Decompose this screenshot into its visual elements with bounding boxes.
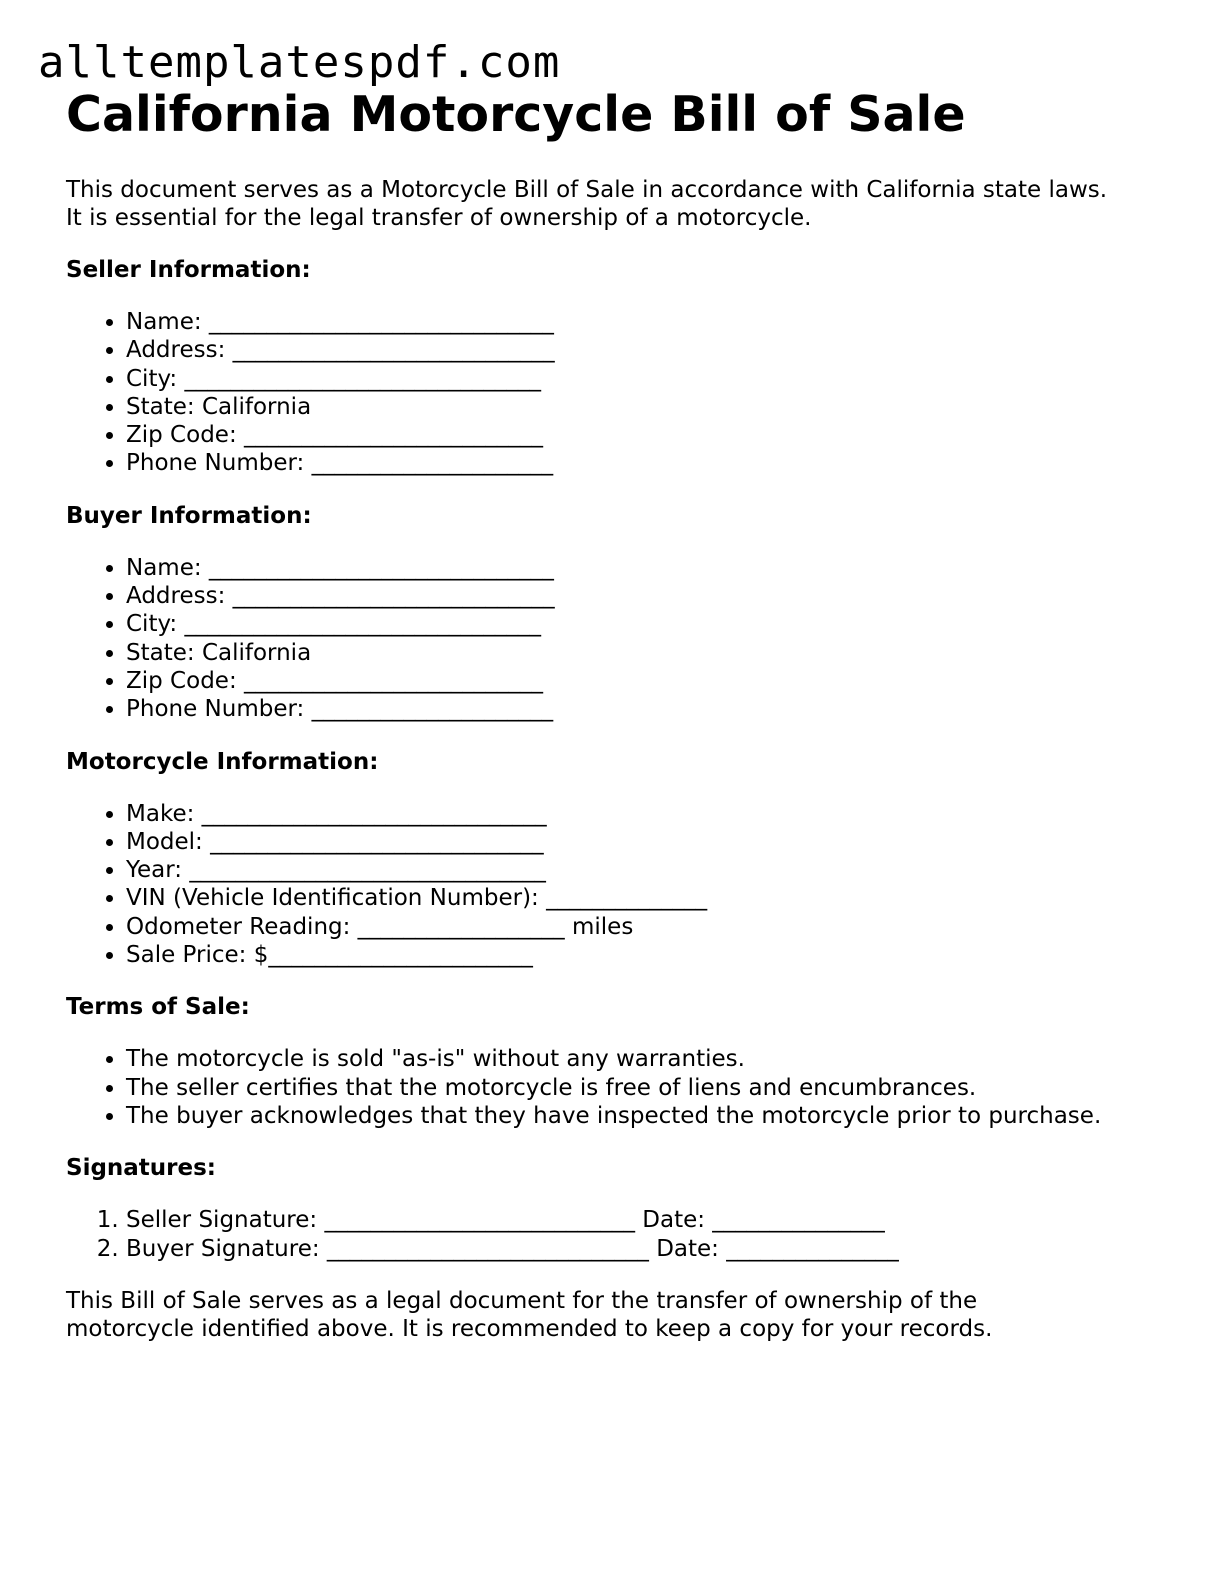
buyer-zip-field: • Zip Code: __________________________ [126, 667, 1176, 695]
motorcycle-vin-field: • VIN (Vehicle Identification Number): ______________ [126, 884, 1176, 912]
signatures-list [66, 1206, 1176, 1263]
terms-list [66, 1045, 1176, 1130]
terms-heading: Terms of Sale: [66, 994, 250, 1021]
motorcycle-model-field: • Model: _____________________________ [126, 828, 1176, 856]
seller-name-field: • Name: ______________________________ [126, 308, 1176, 336]
seller-zip-field: • Zip Code: __________________________ [126, 421, 1176, 449]
motorcycle-list [66, 800, 1176, 970]
seller-address-field: • Address: ____________________________ [126, 336, 1176, 364]
buyer-list [66, 554, 1176, 724]
terms-item: • The motorcycle is sold "as-is" without any warranties. [126, 1045, 1176, 1073]
buyer-phone-field: • Phone Number: _____________________ [126, 695, 1176, 723]
seller-signature-line: 1. Seller Signature: ___________________________ Date: _______________ [126, 1206, 1176, 1234]
seller-list [66, 308, 1176, 478]
buyer-heading: Buyer Information: [66, 502, 312, 529]
buyer-name-field: • Name: ______________________________ [126, 554, 1176, 582]
buyer-address-field: • Address: ____________________________ [126, 582, 1176, 610]
motorcycle-year-field: • Year: _______________________________ [126, 856, 1176, 884]
seller-heading: Seller Information: [66, 257, 311, 283]
terms-item: • The buyer acknowledges that they have inspected the motorcycle prior to purchase. [126, 1102, 1176, 1130]
intro-line-2: It is essential for the legal transfer of ownership of a motorcycle. [66, 205, 812, 231]
buyer-state-field: • State: California [126, 639, 1176, 667]
buyer-signature-line: 2. Buyer Signature: ____________________________ Date: _______________ [126, 1235, 1176, 1263]
watermark-text: alltemplatespdf.com [38, 37, 561, 88]
seller-city-field: • City: _______________________________ [126, 365, 1176, 393]
buyer-city-field: • City: _______________________________ [126, 610, 1176, 638]
closing-paragraph [66, 1287, 1176, 1343]
intro-line-1: This document serves as a Motorcycle Bill of Sale in accordance with California state laws. [66, 177, 1108, 203]
document-title: California Motorcycle Bill of Sale [66, 86, 966, 143]
motorcycle-make-field: • Make: ______________________________ [126, 800, 1176, 828]
motorcycle-heading: Motorcycle Information: [66, 748, 379, 775]
signatures-heading: Signatures: [66, 1155, 217, 1182]
closing-line-2: motorcycle identified above. It is recommended to keep a copy for your records. [66, 1315, 993, 1342]
terms-item: • The seller certifies that the motorcycle is free of liens and encumbrances. [126, 1074, 1176, 1102]
seller-state-field: • State: California [126, 393, 1176, 421]
closing-line-1: This Bill of Sale serves as a legal document for the transfer of ownership of the [66, 1287, 978, 1314]
bill-of-sale-document [66, 86, 1176, 1343]
intro-paragraph [66, 176, 1176, 232]
motorcycle-price-field: • Sale Price: $_______________________ [126, 941, 1176, 969]
motorcycle-odometer-field: • Odometer Reading: __________________ miles [126, 913, 1176, 941]
seller-phone-field: • Phone Number: _____________________ [126, 449, 1176, 477]
